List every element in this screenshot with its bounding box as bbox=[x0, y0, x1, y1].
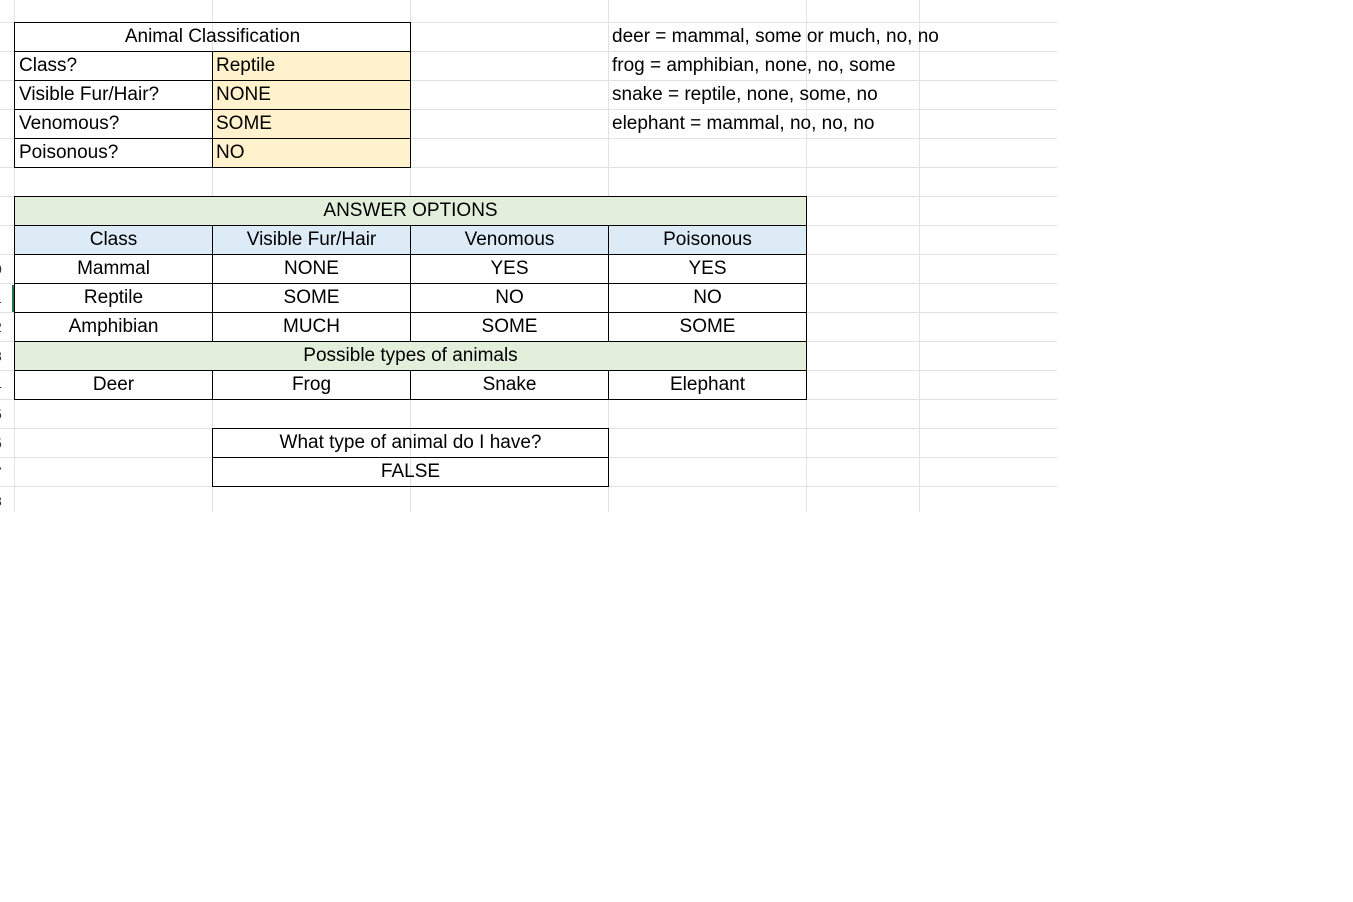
header-venomous[interactable]: Venomous bbox=[410, 225, 609, 255]
animal-snake[interactable]: Snake bbox=[410, 370, 609, 400]
row-number[interactable] bbox=[0, 371, 6, 399]
option-cell[interactable]: NONE bbox=[212, 254, 411, 284]
classification-value-fur[interactable]: NONE bbox=[212, 80, 411, 110]
option-cell[interactable]: SOME bbox=[608, 312, 807, 342]
row-number[interactable] bbox=[0, 400, 6, 428]
classification-value-class[interactable]: Reptile bbox=[212, 51, 411, 81]
header-class[interactable]: Class bbox=[14, 225, 213, 255]
option-cell[interactable]: MUCH bbox=[212, 312, 411, 342]
row-number[interactable] bbox=[0, 342, 6, 370]
row-number[interactable] bbox=[0, 458, 6, 486]
row-number[interactable] bbox=[0, 487, 6, 515]
row-number[interactable] bbox=[0, 429, 6, 457]
note-snake[interactable]: snake = reptile, none, some, no bbox=[612, 84, 878, 105]
animal-frog[interactable]: Frog bbox=[212, 370, 411, 400]
classification-label-fur[interactable]: Visible Fur/Hair? bbox=[14, 80, 213, 110]
option-cell[interactable]: Mammal bbox=[14, 254, 213, 284]
classification-label-class[interactable]: Class? bbox=[14, 51, 213, 81]
option-cell[interactable]: Amphibian bbox=[14, 312, 213, 342]
note-deer[interactable]: deer = mammal, some or much, no, no bbox=[612, 26, 939, 47]
option-cell[interactable]: NO bbox=[410, 283, 609, 313]
classification-value-poisonous[interactable]: NO bbox=[212, 138, 411, 168]
option-cell[interactable]: SOME bbox=[410, 312, 609, 342]
option-cell[interactable]: YES bbox=[608, 254, 807, 284]
row-number[interactable] bbox=[0, 284, 6, 312]
option-cell[interactable]: Reptile bbox=[14, 283, 213, 313]
answer-options-title[interactable]: ANSWER OPTIONS bbox=[14, 196, 807, 226]
note-frog[interactable]: frog = amphibian, none, no, some bbox=[612, 55, 896, 76]
question-result[interactable]: FALSE bbox=[212, 457, 609, 487]
animal-deer[interactable]: Deer bbox=[14, 370, 213, 400]
animal-elephant[interactable]: Elephant bbox=[608, 370, 807, 400]
row-number[interactable] bbox=[0, 255, 6, 283]
option-cell[interactable]: SOME bbox=[212, 283, 411, 313]
classification-title[interactable]: Animal Classification bbox=[14, 22, 411, 52]
option-cell[interactable]: NO bbox=[608, 283, 807, 313]
row-number[interactable] bbox=[0, 313, 6, 341]
note-elephant[interactable]: elephant = mammal, no, no, no bbox=[612, 113, 875, 134]
header-fur[interactable]: Visible Fur/Hair bbox=[212, 225, 411, 255]
animals-title[interactable]: Possible types of animals bbox=[14, 341, 807, 371]
question-label[interactable]: What type of animal do I have? bbox=[212, 428, 609, 458]
classification-value-venomous[interactable]: SOME bbox=[212, 109, 411, 139]
header-poisonous[interactable]: Poisonous bbox=[608, 225, 807, 255]
classification-label-venomous[interactable]: Venomous? bbox=[14, 109, 213, 139]
classification-label-poisonous[interactable]: Poisonous? bbox=[14, 138, 213, 168]
option-cell[interactable]: YES bbox=[410, 254, 609, 284]
